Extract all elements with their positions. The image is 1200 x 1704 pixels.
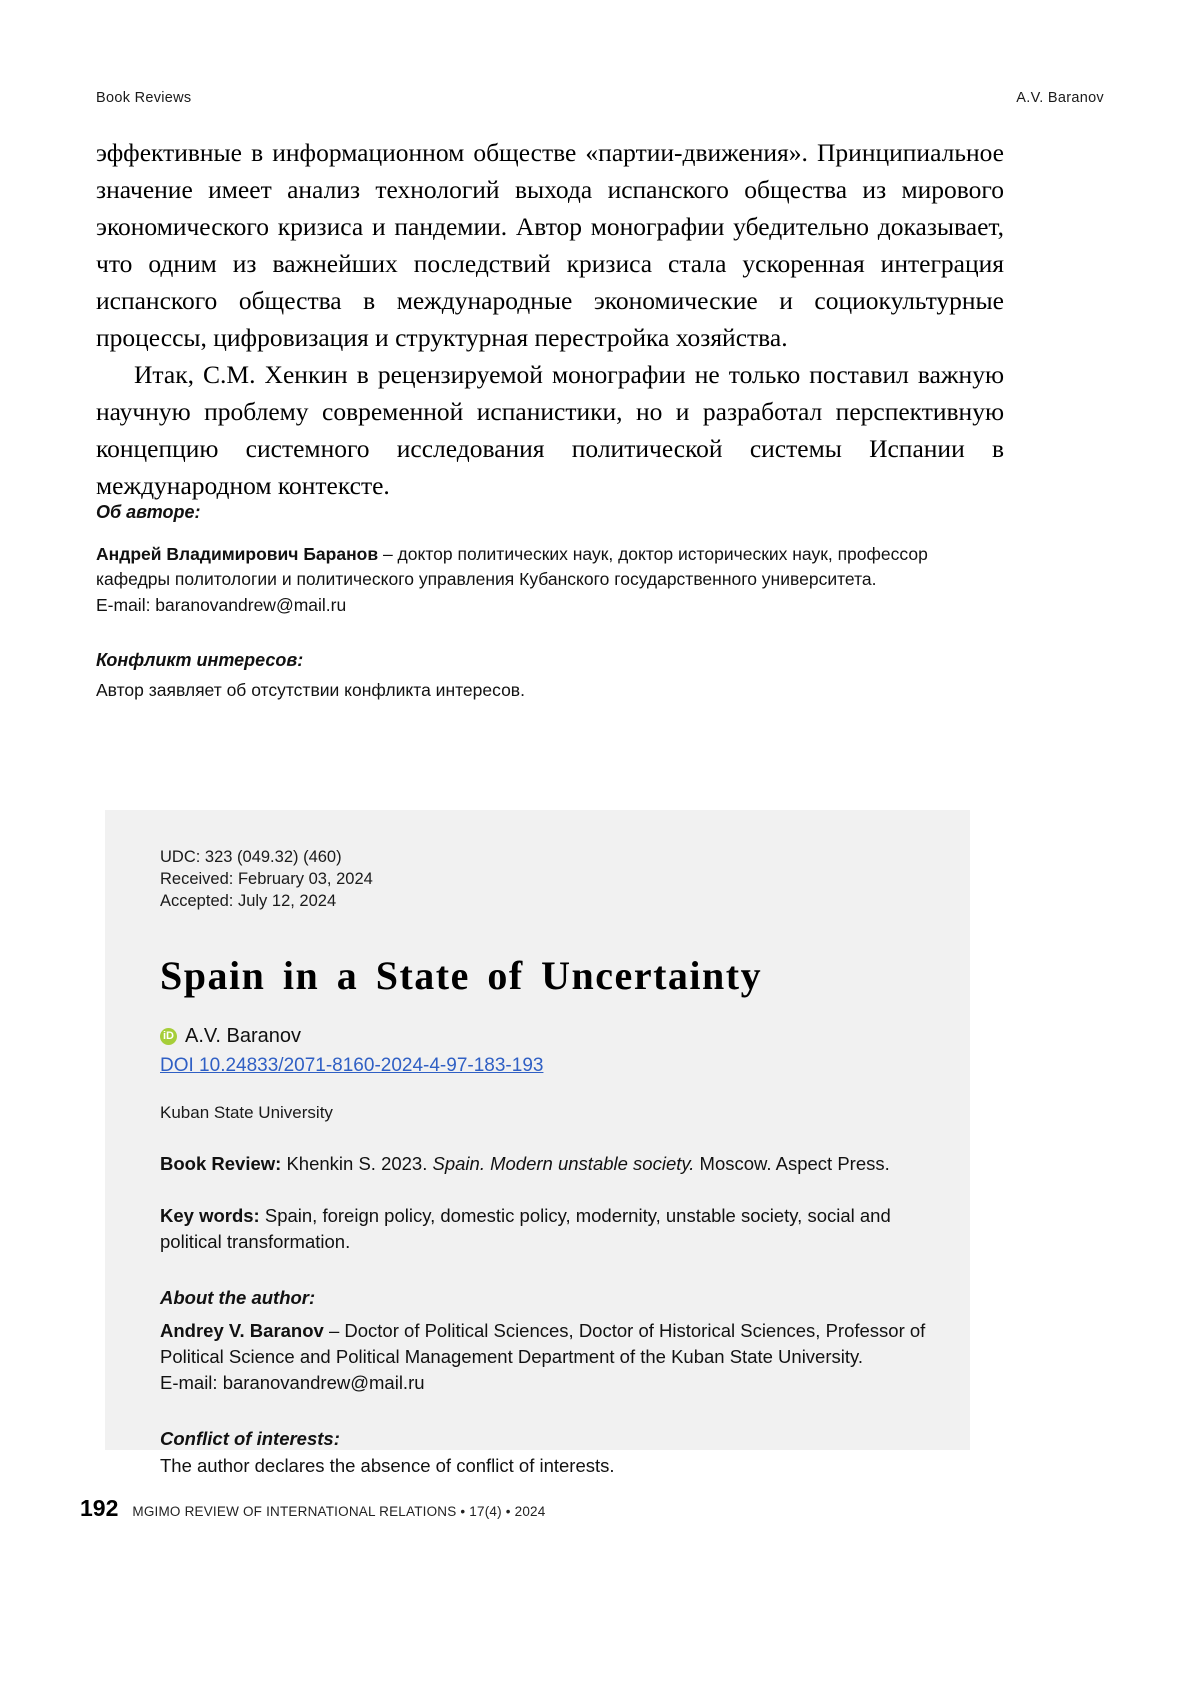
book-review-label: Book Review: — [160, 1153, 282, 1174]
paragraph-2: Итак, С.М. Хенкин в рецензируемой монографии не только поставил важную научную проблему современной испанистики, но и разработал перспективную концепцию системного исследования политической системы Испании в международном контексте. — [96, 360, 1004, 500]
author-name-ru: Андрей Владимирович Баранов — [96, 543, 379, 564]
book-review-line — [160, 1151, 926, 1177]
about-author-heading-ru: Об авторе: — [96, 502, 201, 522]
about-author-body-ru — [96, 542, 1004, 593]
conflict-heading-ru: Конфликт интересов: — [96, 650, 304, 670]
article-author-name: A.V. Baranov — [185, 1025, 302, 1047]
about-author-name-en: Andrey V. Baranov — [160, 1320, 324, 1341]
keywords-line — [160, 1203, 926, 1255]
accepted-line: Accepted: July 12, 2024 — [160, 892, 337, 910]
author-desc-ru: – доктор политических наук, доктор исторических наук, профессор кафедры политологии и политического управления Кубанского государственного университета. — [96, 543, 928, 589]
running-head-right: A.V. Baranov — [1016, 90, 1104, 106]
doi-link[interactable]: DOI 10.24833/2071-8160-2024-4-97-183-193 — [160, 1055, 544, 1076]
book-review-text-2: Moscow. Aspect Press. — [699, 1153, 890, 1174]
running-head-left: Book Reviews — [96, 90, 192, 106]
book-review-text-1: Khenkin S. 2023. — [286, 1153, 428, 1174]
conflict-heading-en: Conflict of interests: — [160, 1428, 340, 1449]
orcid-icon[interactable]: iD — [160, 1028, 177, 1045]
about-author-russian — [96, 500, 1004, 703]
affiliation: Kuban State University — [160, 1103, 333, 1122]
running-head — [96, 90, 1104, 106]
page-number: 192 — [80, 1495, 119, 1521]
conflict-text-ru: Автор заявляет об отсутствии конфликта интересов. — [96, 679, 525, 700]
abstract-box — [105, 810, 970, 1476]
udc-line: UDC: 323 (049.32) (460) — [160, 848, 342, 866]
about-author-heading-en: About the author: — [160, 1287, 316, 1308]
article-author-row — [160, 1025, 926, 1048]
keywords-label: Key words: — [160, 1205, 260, 1226]
about-author-body-en — [160, 1318, 926, 1396]
page-footer — [80, 1495, 545, 1522]
conflict-text-en: The author declares the absence of conflict of interests. — [160, 1455, 615, 1476]
publication-meta — [160, 846, 926, 912]
keywords-text: Spain, foreign policy, domestic policy, modernity, unstable society, social and political transformation. — [160, 1205, 891, 1252]
about-author-email-en: E-mail: baranovandrew@mail.ru — [160, 1372, 425, 1393]
body-text-russian — [96, 134, 1004, 504]
book-review-title: Spain. Modern unstable society. — [432, 1153, 695, 1174]
journal-info: MGIMO REVIEW OF INTERNATIONAL RELATIONS • 17(4) • 2024 — [132, 1504, 546, 1519]
paragraph-1: эффективные в информационном обществе «партии-движения». Принципиальное значение имеет анализ технологий выхода испанского общества из мирового экономического кризиса и пандемии. Автор монографии убедительно доказывает, что одним из важнейших последствий кризиса стала ускоренная интеграция испанского общества в международные экономические и социокультурные процессы, цифровизация и структурная перестройка хозяйства. — [96, 138, 1004, 352]
article-title: Spain in a State of Uncertainty — [160, 953, 763, 998]
received-line: Received: February 03, 2024 — [160, 870, 373, 888]
author-email-ru: E-mail: baranovandrew@mail.ru — [96, 594, 347, 615]
about-author-desc-en: – Doctor of Political Sciences, Doctor of Historical Sciences, Professor of Political Science and Political Management Department of the Kuban State University. — [160, 1320, 926, 1367]
